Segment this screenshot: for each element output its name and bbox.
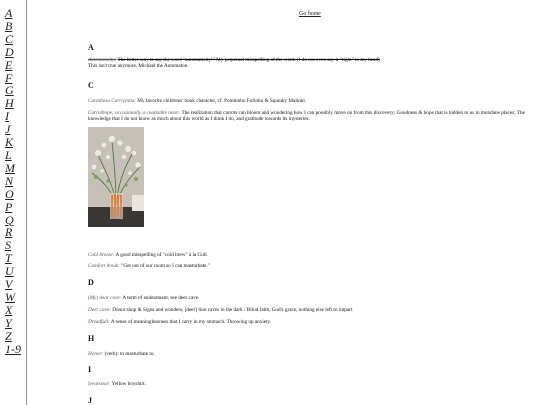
sidebar-letter-link[interactable]: Y: [5, 315, 12, 330]
sidebar-letter-link[interactable]: W: [5, 289, 15, 304]
sidebar-letter-link[interactable]: D: [5, 44, 14, 59]
section-header-a: A: [88, 43, 94, 52]
entry-dreadfull: [88, 319, 528, 325]
sidebar-letter-link[interactable]: F: [5, 70, 13, 85]
sidebar-letter-link[interactable]: U: [5, 264, 14, 279]
section-header-c: C: [88, 81, 94, 90]
entry-definition: (verb); to masturbate to.: [104, 351, 155, 357]
entry-my-dear-cave: [88, 295, 528, 301]
sidebar-letter-link[interactable]: S: [5, 238, 11, 253]
sidebar-letter-link[interactable]: C: [5, 31, 14, 46]
sidebar-letter-link[interactable]: Z: [5, 328, 12, 343]
sidebar-letter-link[interactable]: B: [5, 18, 13, 33]
sidebar-letter-link[interactable]: K: [5, 135, 14, 150]
entry-carinhosa: [88, 98, 528, 104]
entry-term: Carinhosa Carriçinha:: [88, 98, 136, 104]
sidebar-letter-link[interactable]: N: [5, 173, 14, 188]
entry-cold-breeze: [88, 252, 528, 258]
entry-definition: A sense of meaninglessness that I carry in my stomach. Throwing up anxiety.: [110, 319, 272, 325]
entry-term: Cold breeze:: [88, 252, 115, 258]
entry-note: This isn't true anymore. Michael the Automaton.: [88, 63, 189, 70]
entry-comfort-break: [88, 263, 528, 269]
sidebar-letter-link[interactable]: A: [5, 6, 13, 20]
sidebar-letter-link[interactable]: M: [5, 160, 15, 175]
sidebar-letter-link[interactable]: H: [5, 96, 14, 111]
entry-definition: The better way to say the word "automaticity!" My perpetual misspelling of the word. (I do not even say it "right" in my head): [117, 57, 380, 63]
entry-automaticity: [88, 57, 528, 70]
entry-term: Iyearnour:: [88, 381, 111, 387]
entry-term: Honor:: [88, 351, 104, 357]
sidebar-letter-link[interactable]: R: [5, 225, 13, 240]
sidebar-letter-link[interactable]: E: [5, 57, 13, 72]
section-header-i: I: [88, 365, 92, 374]
sidebar-letter-link[interactable]: X: [5, 302, 13, 317]
carrot-bouquet-image: [88, 127, 144, 227]
sidebar-letter-link[interactable]: I: [5, 109, 9, 124]
entry-term: Carrothope; occasionally a countable noun:: [88, 110, 181, 116]
entry-term: Dreadfull:: [88, 319, 110, 325]
entry-deer-cave: [88, 307, 528, 313]
sidebar-letter-link[interactable]: T: [5, 251, 12, 266]
carrot-bouquet-photo: [88, 127, 144, 227]
entry-term: Deer cave:: [88, 307, 111, 313]
entry-definition: A term of endearment, see deer cave.: [122, 295, 200, 301]
entry-definition: The realization that carrots can bloom and wondering how I can possibly move on from this discovery; Goodness & hope that is hidden to us in mundane places; The knowledge that I do not know as much about this world as I think I do, and gratitude towards its mysteries.: [88, 110, 525, 123]
entry-iyearnour: [88, 381, 528, 387]
sidebar-letter-link[interactable]: J: [5, 122, 11, 137]
sidebar-letter-link[interactable]: L: [5, 147, 12, 162]
sidebar-letter-link[interactable]: V: [5, 277, 13, 292]
entry-definition: "Get out of our room so I can masturbate.": [121, 263, 210, 269]
go-home-link[interactable]: Go home: [299, 11, 321, 17]
sidebar-letter-link[interactable]: 1-9: [5, 341, 21, 356]
section-header-d: D: [88, 278, 94, 287]
alphabet-sidebar: [0, 0, 27, 405]
entry-definition: Yellow boyshirt.: [111, 381, 146, 387]
entry-carrothope: [88, 110, 528, 123]
sidebar-letter-link[interactable]: G: [5, 83, 14, 98]
entry-honor: [88, 351, 528, 357]
entry-definition: Donut shop & Signs and wonders, [deer] lion caves in the dark / Blind faith, God's grace, nothing else left to impart.: [112, 307, 354, 313]
sidebar-letter-link[interactable]: Q: [5, 212, 14, 227]
entry-term: Automaticity:: [88, 57, 117, 63]
entry-term: (My) dear cave:: [88, 295, 122, 301]
sidebar-letter-link[interactable]: O: [5, 186, 14, 201]
sidebar-letter-link[interactable]: P: [5, 199, 13, 214]
entry-term: Comfort break:: [88, 263, 120, 269]
entry-definition: A good misspelling of "cold brew" à la Gull.: [115, 252, 209, 258]
section-header-j: J: [88, 396, 92, 405]
section-header-h: H: [88, 334, 95, 343]
entry-definition: My favorite childrens' book character, cf. Pombinho Fofinho & Squinky Malinki.: [137, 98, 307, 104]
